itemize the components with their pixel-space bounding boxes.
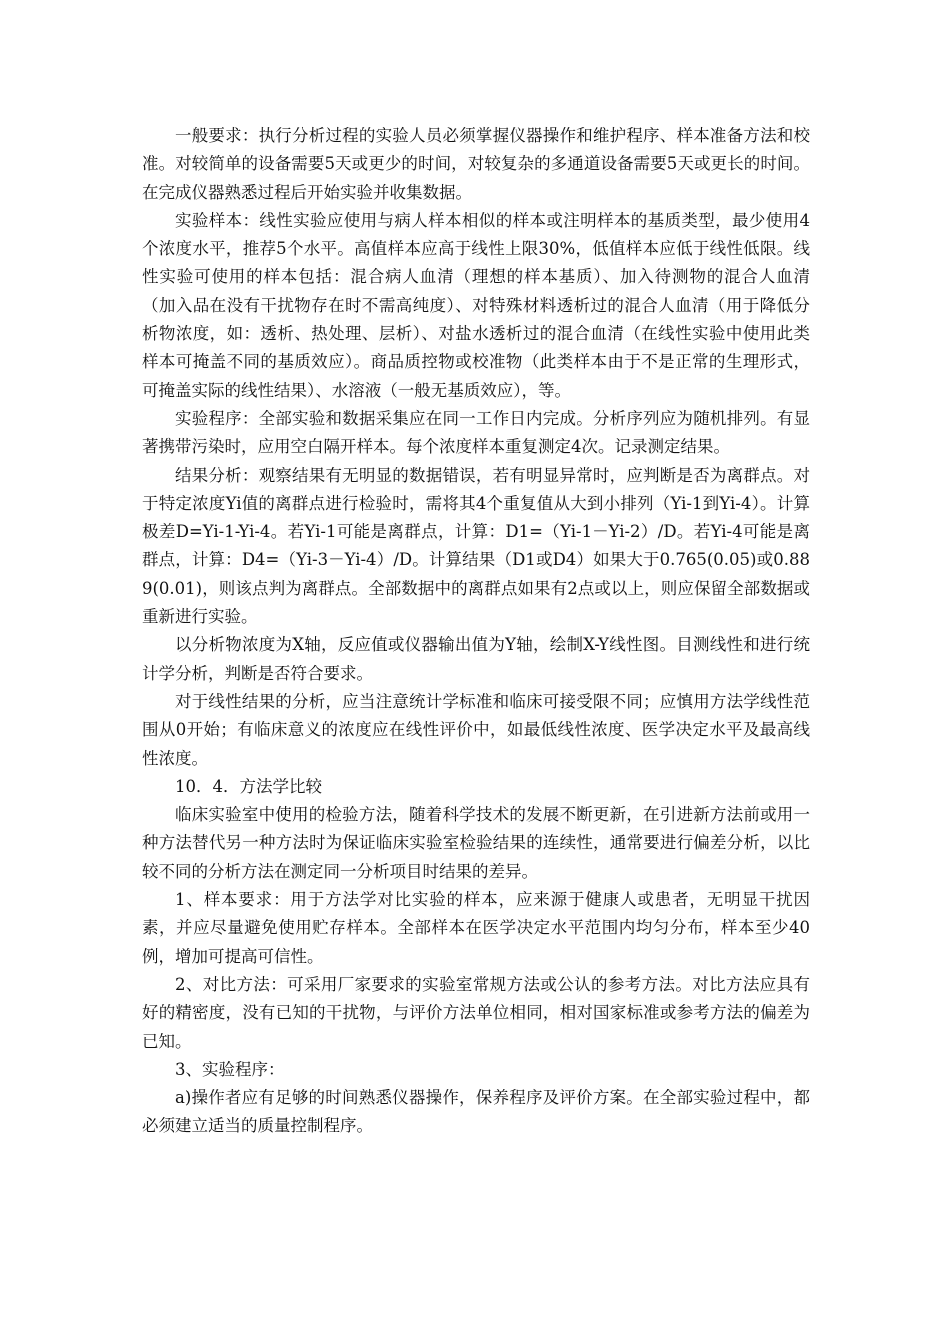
paragraph-sample-requirements: 1、样本要求：用于方法学对比实验的样本，应来源于健康人或患者，无明显干扰因素，并应尽量避免使用贮存样本。全部样本在医学决定水平范围内均匀分布，样本至少40例，增加可提高可信性。 bbox=[142, 890, 810, 966]
paragraph-experimental-procedure: 实验程序：全部实验和数据采集应在同一工作日内完成。分析序列应为随机排列。有显著携带污染时，应用空白隔开样本。每个浓度样本重复测定4次。记录测定结果。 bbox=[142, 408, 810, 457]
paragraph-linearity-notes: 对于线性结果的分析，应当注意统计学标准和临床可接受限不同；应慎用方法学线性范围从0开始；有临床意义的浓度应在线性评价中，如最低线性浓度、医学决定水平及最高线性浓度。 bbox=[142, 691, 810, 768]
paragraph-procedure-a: a)操作者应有足够的时间熟悉仪器操作，保养程序及评价方案。在全部实验过程中，都必须建立适当的质量控制程序。 bbox=[142, 1088, 810, 1136]
paragraph-comparison-method: 2、对比方法：可采用厂家要求的实验室常规方法或公认的参考方法。对比方法应具有好的精密度，没有已知的干扰物，与评价方法单位相同，相对国家标准或参考方法的偏差为已知。 bbox=[142, 974, 810, 1051]
paragraph-method-comparison-intro: 临床实验室中使用的检验方法，随着科学技术的发展不断更新，在引进新方法前或用一种方法替代另一种方法时为保证临床实验室检验结果的连续性，通常要进行偏差分析，以比较不同的分析方法在测定同一分析项目时结果的差异。 bbox=[142, 805, 810, 881]
document-body bbox=[142, 122, 810, 1141]
paragraph-experimental-samples: 实验样本：线性实验应使用与病人样本相似的样本或注明样本的基质类型，最少使用4个浓度水平，推荐5个水平。高值样本应高于线性上限30%，低值样本应低于线性低限。线性实验可使用的样本包括：混合病人血清（理想的样本基质）、加入待测物的混合人血清（加入品在没有干扰物存在时不需高纯度）、对特殊材料透析过的混合人血清（用于降低分析物浓度，如：透析、热处理、层析）、对盐水透析过的混合血清（在线性实验中使用此类样本可掩盖不同的基质效应）。商品质控物或校准物（此类样本由于不是正常的生理形式，可掩盖实际的线性结果）、水溶液（一般无基质效应），等。 bbox=[142, 210, 810, 400]
paragraph-general-requirements: 一般要求：执行分析过程的实验人员必须掌握仪器操作和维护程序、样本准备方法和校准。对较简单的设备需要5天或更少的时间，对较复杂的多通道设备需要5天或更长的时间。在完成仪器熟悉过程后开始实验并收集数据。 bbox=[142, 126, 810, 202]
paragraph-result-analysis: 结果分析：观察结果有无明显的数据错误，若有明显异常时，应判断是否为离群点。对于特定浓度Yi值的离群点进行检验时，需将其4个重复值从大到小排列（Yi-1到Yi-4）。计算极差D=Yi-1-Yi-4。若Yi-1可能是离群点，计算：D1=（Yi-1－Yi-2）/D。若Yi-4可能是离群点，计算：D4=（Yi-3－Yi-4）/D。计算结果（D1或D4）如果大于0.765(0.05)或0.889(0.01)，则该点判为离群点。全部数据中的离群点如果有2点或以上，则应保留全部数据或重新进行实验。 bbox=[142, 465, 810, 627]
paragraph-procedure-heading: 3、实验程序： bbox=[175, 1059, 285, 1079]
paragraph-linearity-plot: 以分析物浓度为X轴，反应值或仪器输出值为Y轴，绘制X-Y线性图。目测线性和进行统计学分析，判断是否符合要求。 bbox=[142, 635, 810, 683]
section-heading-method-comparison: 10．4．方法学比较 bbox=[175, 776, 322, 796]
